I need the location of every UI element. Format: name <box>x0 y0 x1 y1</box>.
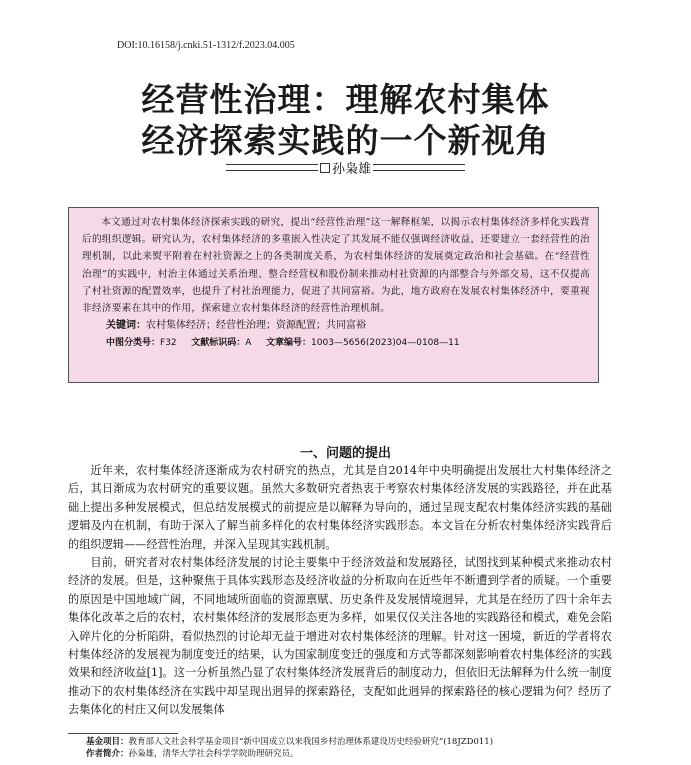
article-title-line-1: 经营性治理：理解农村集体 <box>141 80 550 119</box>
clc-label: 中图分类号： <box>106 338 161 349</box>
keywords-value: 农村集体经济；经营性治理；资源配置；共同富裕 <box>146 320 366 332</box>
author-rule-right <box>373 164 465 171</box>
footnote-divider <box>68 733 178 734</box>
doc-code-label: 文献标识码： <box>191 338 246 349</box>
fund-label: 基金项目： <box>86 737 129 747</box>
classification-line <box>106 335 590 351</box>
paragraph-2: 目前，研究者对农村集体经济发展的讨论主要集中于经济效益和发展路径，试图找到某种模式来推动农村经济的发展。但是，这种聚焦于具体实践形态及经济收益的分析取向在近些年不断遭到学者的质疑。一个重要的原因是中国地域广阔，不同地域所面临的资源禀赋、历史条件及发展情境迥异，尤其是在经历了四十余年去集体化改革之后的农村，农村集体经济的发展形态更为多样，如果仅仅关注各地的实践路径和模式，难免会陷入碎片化的分析陷阱，看似热烈的讨论却无益于增进对农村集体经济的理解。针对这一困境，新近的学者将农村集体经济的发展视为制度变迁的结果，认为国家制度变迁的强度和方式等都深刻影响着农村集体经济的实践效果和经济收益[1]。这一分析虽然凸显了农村集体经济发展背后的制度动力，但依旧无法解释为什么统一制度推动下的农村集体经济在实践中却呈现出迥异的探索路径，支配如此迥异的探索路径的核心逻辑为何？经历了去集体化的村庄又何以发展集体 <box>68 556 612 717</box>
author-byline <box>320 158 371 177</box>
author-row <box>0 158 691 177</box>
body-text <box>68 462 612 720</box>
doc-code-value: A <box>245 338 252 349</box>
article-title-line-2: 经济探索实践的一个新视角 <box>141 121 550 160</box>
author-bio-label: 作者简介： <box>86 748 129 759</box>
article-no-label: 文章编号： <box>266 338 312 349</box>
doi-line: DOI:10.16158/j.cnki.51-1312/f.2023.04.005 <box>117 40 295 51</box>
section-heading: 一、问题的提出 <box>299 446 391 461</box>
abstract-text: 本文通过对农村集体经济探索实践的研究，提出“经营性治理”这一解释框架，以揭示农村集体经济多样化实践背后的组织逻辑。研究认为，农村集体经济的多重嵌入性决定了其发展不能仅强调经济收益，还要建立一套经营性的治理机制，以此来熨平附着在村社资源之上的各类制度关系，为农村集体经济的发展奠定政治和社会基础。在“经营性治理”的实践中，村治主体通过关系治理、整合经营权和股份制来推动村社资源的内部整合与外部交易，这不仅提高了村社资源的配置效率，也提升了村社治理能力，促进了共同富裕。为此，地方政府在发展农村集体经济中，要重视非经济要素在其中的作用，探索建立农村集体经济的经营性治理机制。 <box>82 217 590 315</box>
keywords-label: 关键词： <box>106 320 146 332</box>
author-name: 孙枭雄 <box>331 162 371 177</box>
footnotes <box>86 737 626 760</box>
clc-value: F32 <box>160 338 177 349</box>
fund-footnote <box>86 737 626 749</box>
abstract-box <box>68 207 599 383</box>
article-no-value: 1003—5656(2023)04—0108—11 <box>311 338 460 349</box>
author-rule-left <box>226 164 318 171</box>
author-box-icon <box>320 163 330 173</box>
keywords-line <box>106 317 590 334</box>
paragraph-1: 近年来，农村集体经济逐渐成为农村研究的热点，尤其是自2014年中央明确提出发展壮大村集体经济之后，其日渐成为农村研究的重要议题。虽然大多数研究者热衷于考察农村集体经济发展的实践路径，并在此基础上提出多种发展模式，但总结发展模式的前提应是以解释为导向的，通过呈现支配农村集体经济实践的基础逻辑及内在机制，有助于深入了解当前多样化的农村集体经济实践形态。本文旨在分析农村集体经济实践背后的组织逻辑——经营性治理，并深入呈现其实践机制。 <box>68 464 612 551</box>
author-footnote <box>86 749 626 761</box>
fund-text: 教育部人文社会科学基金项目“新中国成立以来我国乡村治理体系建设历史经验研究”(18JZD011) <box>128 737 494 747</box>
author-bio-text: 孙枭雄，清华大学社会科学学院助理研究员。 <box>128 748 299 759</box>
